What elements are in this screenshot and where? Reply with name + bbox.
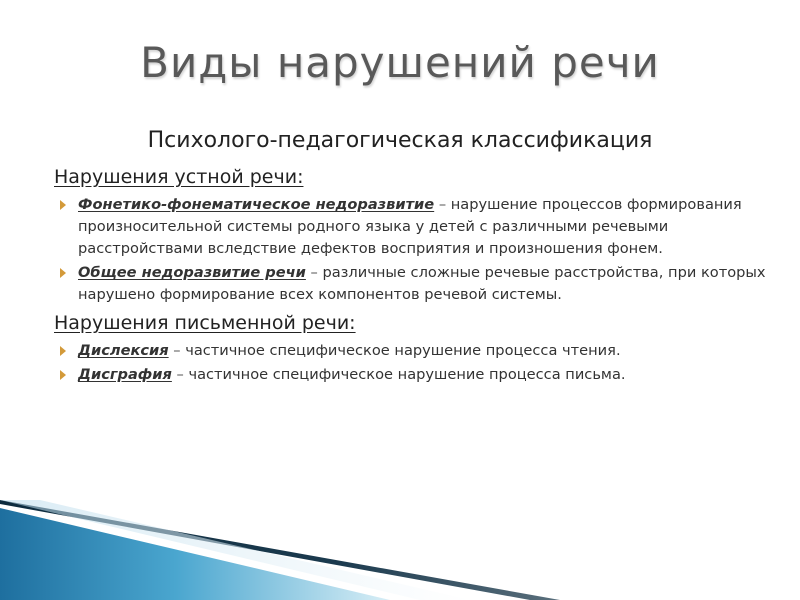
list-item	[54, 340, 769, 362]
slide-title: Виды нарушений речи	[140, 38, 660, 87]
description: различные сложные речевые расстройства, при которых нарушено формирование всех компонентов речевой системы.	[78, 264, 766, 303]
bullet-arrow-icon	[60, 346, 66, 356]
dash: –	[171, 366, 189, 383]
description: частичное специфическое нарушение процесса чтения.	[185, 342, 621, 359]
dash: –	[434, 196, 451, 213]
list-oral	[54, 194, 769, 306]
slide-content	[54, 166, 769, 392]
term: Дислексия	[78, 342, 169, 359]
dash: –	[168, 342, 186, 359]
description: частичное специфическое нарушение процесса письма.	[188, 366, 626, 383]
list-item	[54, 262, 769, 306]
section-heading-written: Нарушения письменной речи:	[54, 312, 356, 334]
bullet-arrow-icon	[60, 268, 66, 278]
list-item	[54, 194, 769, 260]
decorative-swoosh	[0, 500, 800, 600]
dash: –	[305, 264, 323, 281]
list-written	[54, 340, 769, 386]
bullet-arrow-icon	[60, 200, 66, 210]
bullet-arrow-icon	[60, 370, 66, 380]
description: нарушение процессов формирования произносительной системы родного языка у детей с различными речевыми расстройствами вследствие дефектов восприятия и произношения фонем.	[78, 196, 742, 257]
term: Общее недоразвитие речи	[78, 264, 306, 281]
section-heading-oral: Нарушения устной речи:	[54, 166, 304, 188]
list-item	[54, 364, 769, 386]
term: Дисграфия	[78, 366, 172, 383]
term: Фонетико-фонематическое недоразвитие	[78, 196, 435, 213]
slide-subtitle: Психолого-педагогическая классификация	[147, 128, 653, 153]
